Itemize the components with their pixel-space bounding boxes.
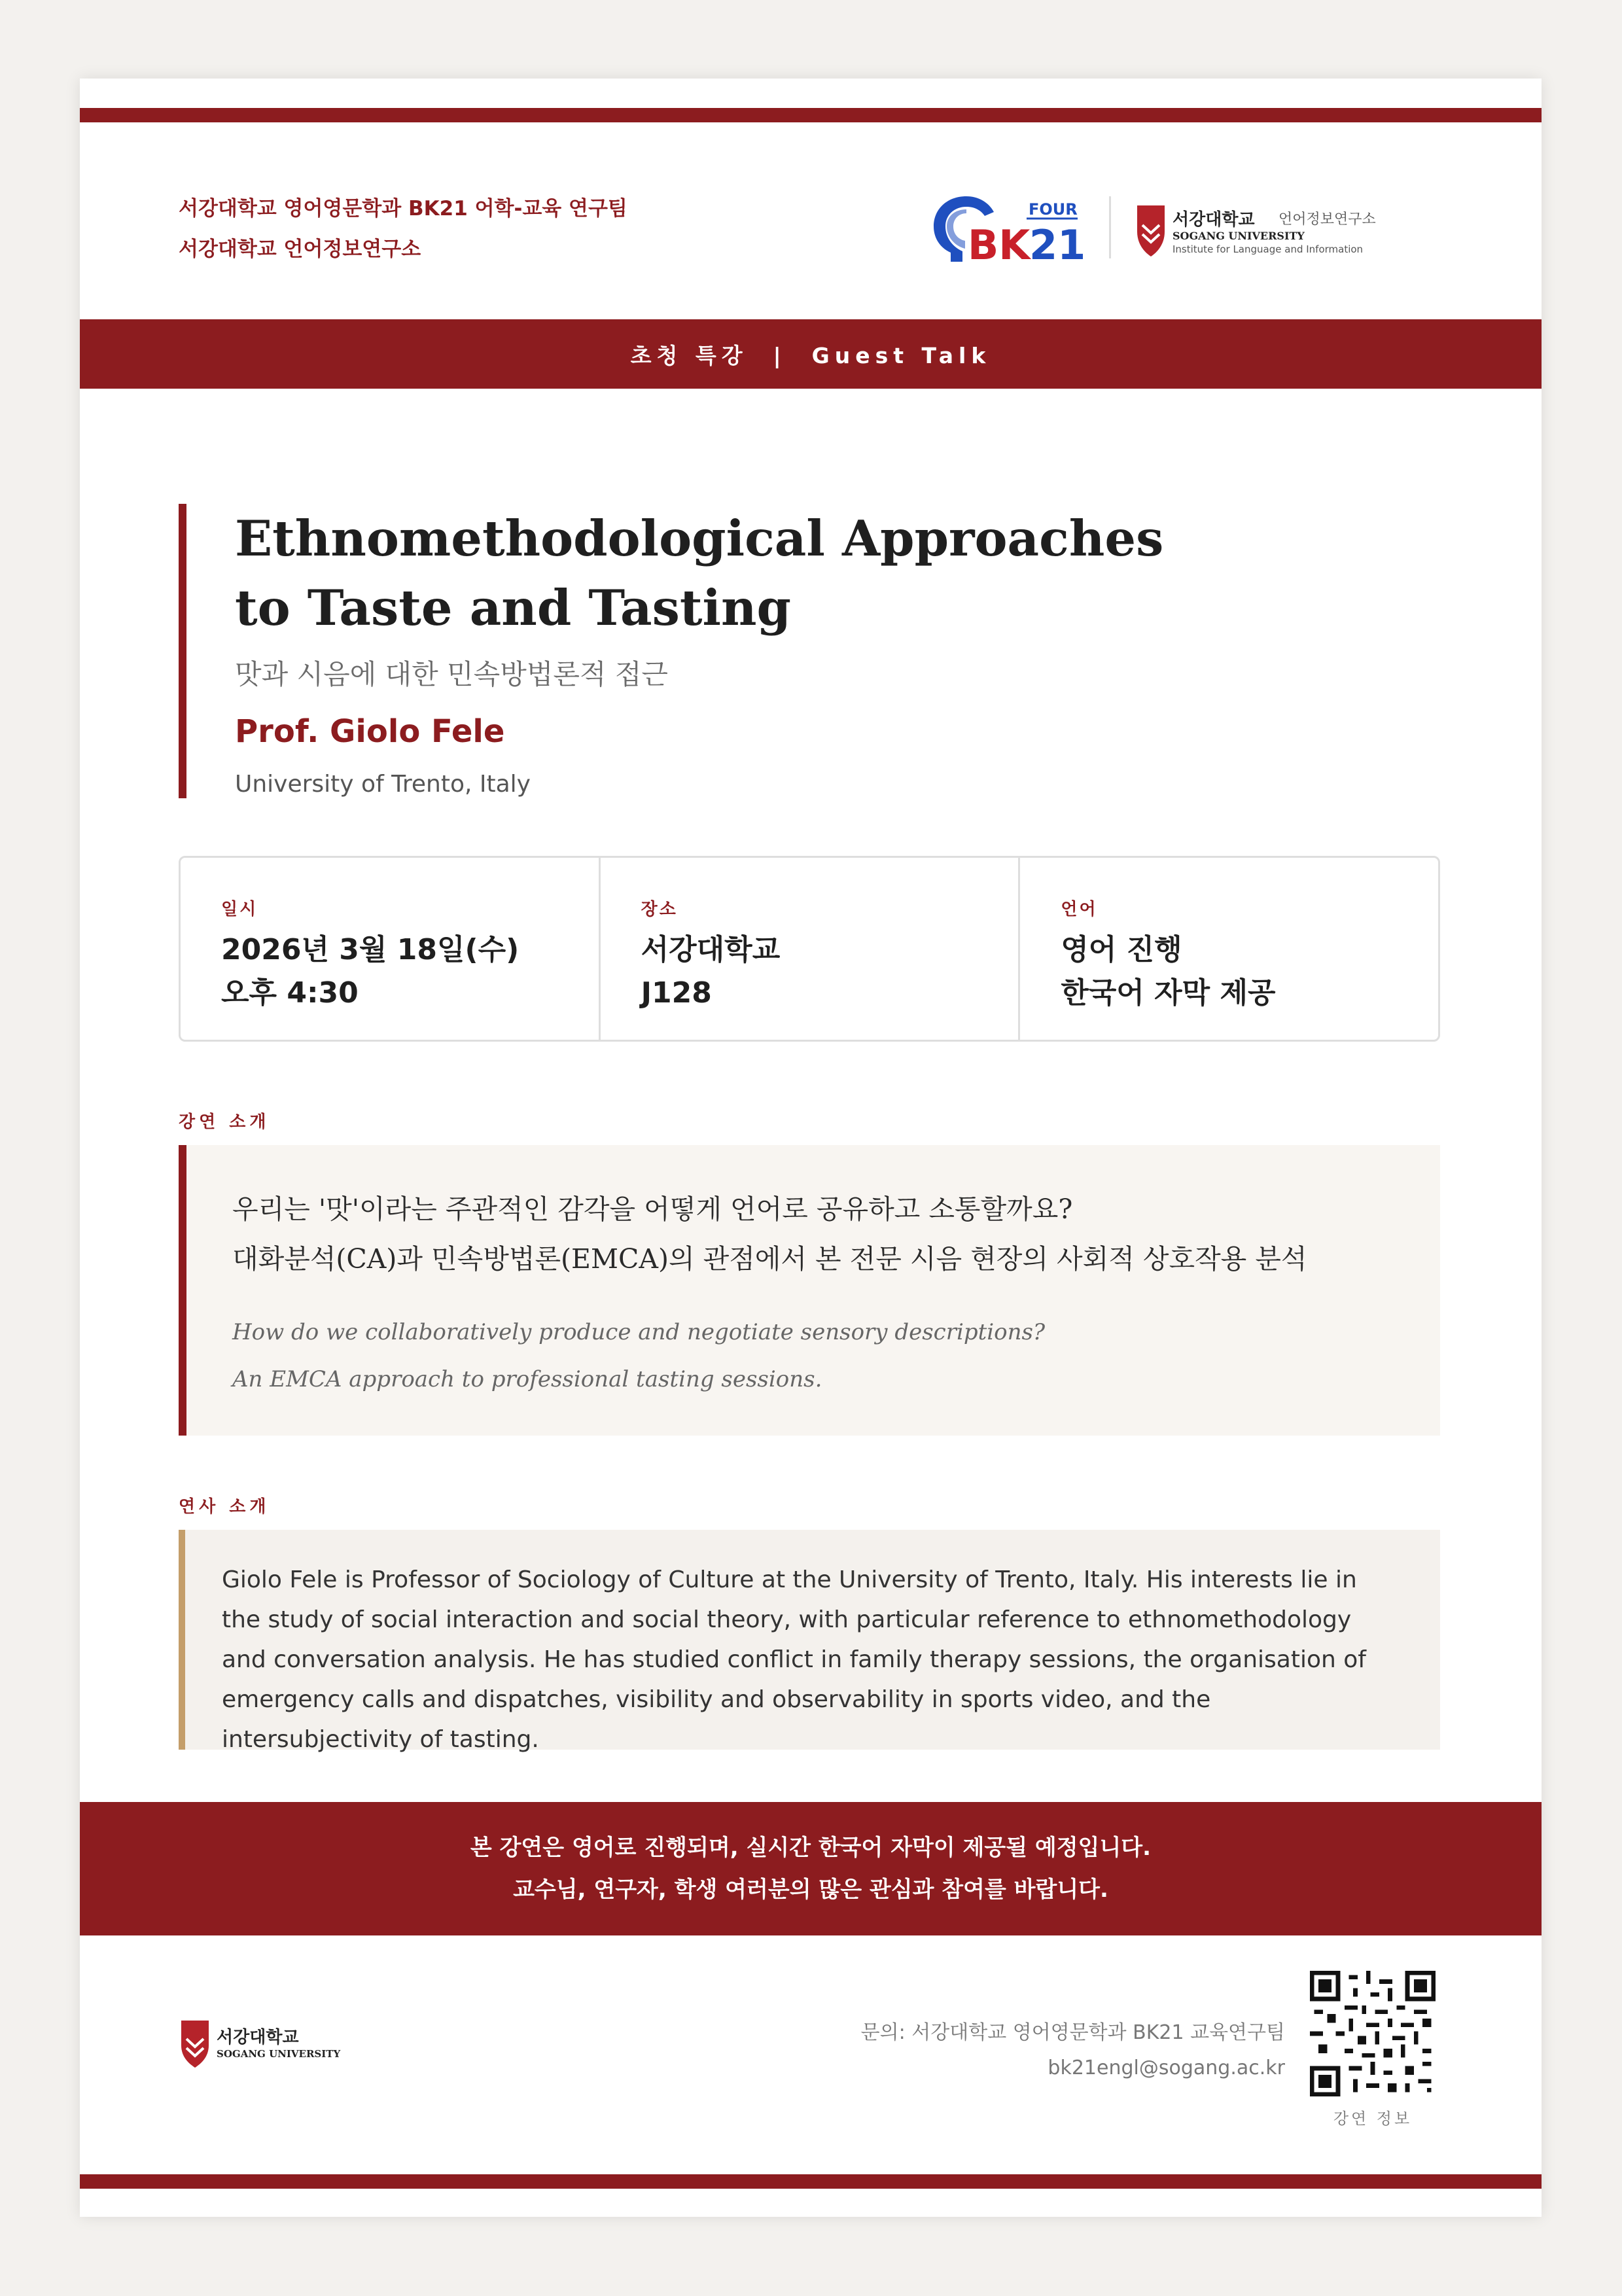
organizer-line-1: 서강대학교 영어영문학과 BK21 어학-교육 연구팀	[179, 197, 627, 221]
speaker-affiliation: University of Trento, Italy	[235, 771, 531, 798]
logo-divider	[1109, 196, 1111, 258]
date-line: 2026년 3월 18일(수)	[221, 933, 520, 966]
intro-english	[232, 1309, 1045, 1403]
notice-line-1: 본 강연은 영어로 진행되며, 실시간 한국어 자막이 제공될 예정입니다.	[470, 1835, 1152, 1861]
contact-line: 문의: 서강대학교 영어영문학과 BK21 교육연구팀	[860, 2021, 1285, 2044]
sogang-institute-logo	[1133, 202, 1434, 260]
footer-sogang-ko: 서강대학교	[217, 2028, 299, 2047]
organizer-block	[179, 188, 627, 270]
subtitle-line: 한국어 자막 제공	[1061, 976, 1276, 1010]
institute-en-name: Institute for Language and Information	[1172, 243, 1364, 255]
contact-info	[861, 2015, 1285, 2086]
talk-title-line-2: to Taste and Tasting	[235, 579, 791, 637]
speaker-name: Prof. Giolo Fele	[235, 713, 505, 750]
intro-korean-line-1: 우리는 '맛'이라는 주관적인 감각을 어떻게 언어로 공유하고 소통할까요?	[232, 1193, 1073, 1225]
sogang-ko-name: 서강대학교	[1172, 210, 1255, 230]
guest-talk-banner	[80, 319, 1542, 389]
bk21-four-text: FOUR	[1029, 200, 1078, 219]
bio-box	[179, 1530, 1440, 1753]
language-line: 영어 진행	[1061, 933, 1182, 966]
bio-section-label: 연사 소개	[179, 1497, 270, 1517]
info-label-date: 일시	[221, 900, 258, 919]
intro-korean	[232, 1184, 1307, 1284]
qr-code-icon[interactable]	[1310, 1971, 1436, 2096]
venue-line: 서강대학교	[641, 933, 781, 966]
room-line: J128	[641, 976, 712, 1010]
title-block	[179, 504, 1233, 798]
talk-title-korean: 맛과 시음에 대한 민속방법론적 접근	[235, 658, 668, 690]
talk-title-line-1: Ethnomethodological Approaches	[235, 510, 1164, 567]
sogang-footer-logo	[179, 2017, 349, 2069]
intro-korean-line-2: 대화분석(CA)과 민속방법론(EMCA)의 관점에서 본 전문 시음 현장의 사회적 상호작용 분석	[232, 1243, 1307, 1275]
contact-email[interactable]: bk21engl@sogang.ac.kr	[1048, 2057, 1285, 2079]
info-value-venue	[641, 928, 781, 1015]
footer-sogang-en: SOGANG UNIVERSITY	[217, 2048, 341, 2060]
institute-ko-name: 언어정보연구소	[1278, 211, 1376, 228]
notice-line-2: 교수님, 연구자, 학생 여러분의 많은 관심과 참여를 바랍니다.	[513, 1877, 1108, 1903]
info-value-language	[1061, 928, 1275, 1015]
speaker-bio: Giolo Fele is Professor of Sociology of Culture at the University of Trento, Italy. His interests lie in the study of social interaction and social theory, with particular reference to ethnomethodology and conversation analysis. He has studied conflict in family therapy sessions, the organisation of emergency calls and dispatches, visibility and observability in sports video, and the intersubjectivity of tasting.	[222, 1566, 1366, 1753]
banner-text: 초청 특강 | Guest Talk	[630, 342, 991, 368]
bk21-four-logo	[927, 188, 1087, 267]
info-label-venue: 장소	[641, 900, 678, 919]
intro-english-line-1: How do we collaboratively produce and negotiate sensory descriptions?	[232, 1319, 1046, 1345]
sogang-en-name: SOGANG UNIVERSITY	[1172, 230, 1305, 242]
bk21-bk-text: BK	[968, 221, 1031, 267]
event-info-box	[179, 856, 1440, 1042]
qr-caption: 강연 정보	[1333, 2110, 1413, 2128]
organizer-line-2: 서강대학교 언어정보연구소	[179, 238, 421, 261]
info-value-date	[221, 928, 519, 1015]
sogang-footer-shield-icon	[181, 2021, 209, 2068]
intro-box	[179, 1145, 1440, 1436]
notice-band	[80, 1802, 1542, 1935]
talk-title	[235, 504, 1163, 643]
intro-section-label: 강연 소개	[179, 1112, 270, 1132]
poster-page	[80, 79, 1542, 2217]
intro-english-line-2: An EMCA approach to professional tasting sessions.	[232, 1366, 822, 1392]
sogang-shield-icon	[1137, 205, 1165, 256]
info-cell-language	[1020, 858, 1438, 1040]
top-accent-bar	[80, 108, 1542, 122]
bottom-accent-bar	[80, 2174, 1542, 2189]
time-line: 오후 4:30	[221, 976, 359, 1010]
info-cell-date	[181, 858, 601, 1040]
info-cell-venue	[601, 858, 1021, 1040]
info-label-language: 언어	[1061, 900, 1098, 919]
bk21-21-text: 21	[1029, 221, 1086, 267]
